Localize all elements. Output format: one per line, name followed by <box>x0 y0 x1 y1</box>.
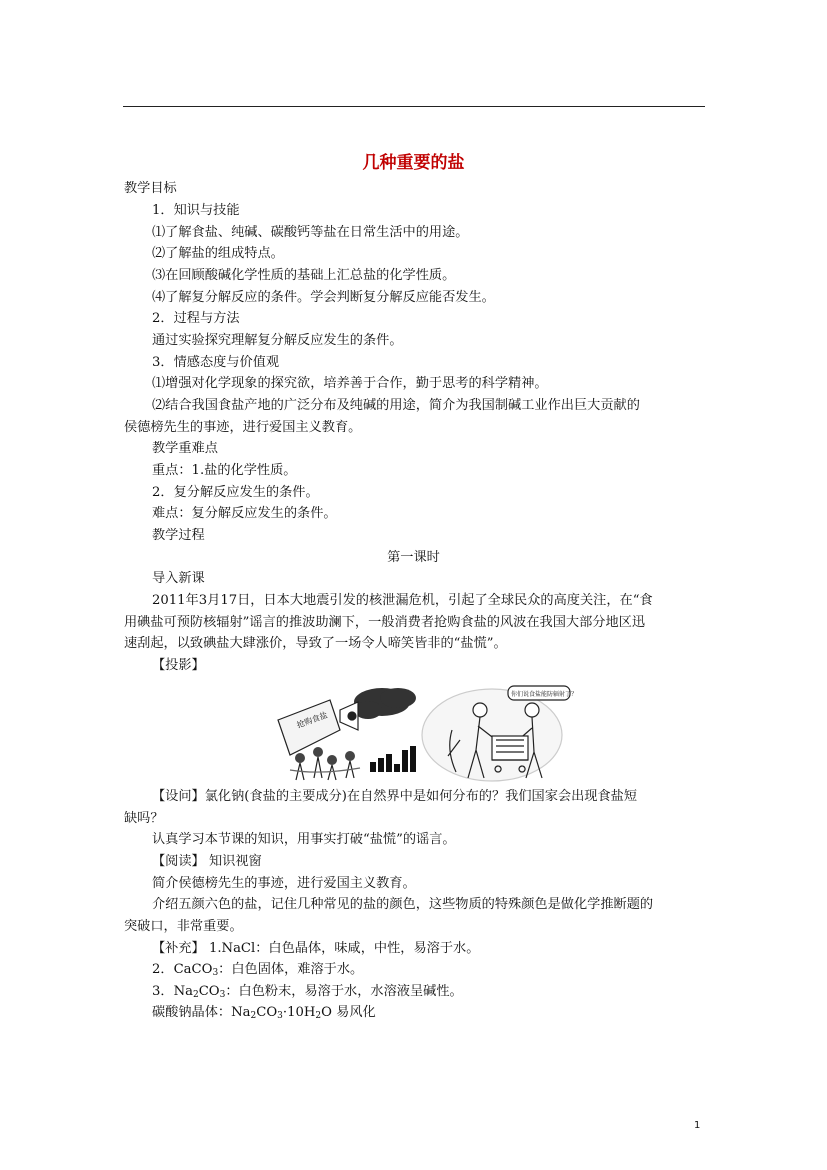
attitude-item: ⑵结合我国食盐产地的广泛分布及纯碱的用途，简介为我国制碱工业作出巨大贡献的 <box>152 398 640 413</box>
reading-line-cont: 突破口，非常重要。 <box>124 919 243 934</box>
attitude-item: ⑴增强对化学现象的探究欲，培养善于合作，勤于思考的科学精神。 <box>152 376 548 391</box>
knowledge-item: ⑷了解复分解反应的条件。学会判断复分解反应能否发生。 <box>152 290 495 305</box>
bar-graphic <box>370 746 416 772</box>
question-answer: 认真学习本节课的知识，用事实打破“盐慌”的谣言。 <box>152 832 456 847</box>
knowledge-item: ⑵了解盐的组成特点。 <box>152 246 284 261</box>
lesson-heading: 第一课时 <box>387 550 440 565</box>
key-point: 2．复分解反应发生的条件。 <box>152 485 319 500</box>
teaching-process-heading: 教学过程 <box>152 528 205 543</box>
smoke-cloud <box>354 688 416 719</box>
supplement-line: 【补充】 1.NaCl：白色晶体，味咸，中性，易溶于水。 <box>152 941 480 956</box>
reading-line: 简介侯德榜先生的事迹，进行爱国主义教育。 <box>152 876 416 891</box>
megaphone <box>340 702 358 730</box>
key-points-heading: 教学重难点 <box>152 441 218 456</box>
projection-label: 【投影】 <box>152 658 205 673</box>
header-rule <box>123 106 705 107</box>
key-point: 重点：1.盐的化学性质。 <box>152 463 297 478</box>
reading-heading: 【阅读】 知识视窗 <box>152 854 262 869</box>
supplement-line: 3．$Na_2CO_3$：白色粉末，易溶于水，水溶液呈碱性。 <box>152 984 463 1000</box>
attitude-item-cont: 侯德榜先生的事迹，进行爱国主义教育。 <box>124 420 362 435</box>
process-method-item: 通过实验探究理解复分解反应发生的条件。 <box>152 333 403 348</box>
page-number: 1 <box>694 1120 701 1131</box>
intro-paragraph: 用碘盐可预防核辐射”谣言的推波助澜下，一般消费者抢购食盐的风波在我国大部分地区迅 <box>124 615 646 630</box>
shoppers-with-cart <box>422 686 570 781</box>
cartoon-illustration <box>270 680 580 785</box>
knowledge-heading: 1．知识与技能 <box>152 203 240 218</box>
speech-bubble-text: 你们说食盐能防辐射了？ <box>511 691 578 698</box>
reading-line: 介绍五颜六色的盐，记住几种常见的盐的颜色，这些物质的特殊颜色是做化学推断题的 <box>152 897 654 912</box>
intro-heading: 导入新课 <box>152 571 205 586</box>
intro-paragraph: 速刮起，以致碘盐大肆涨价，导致了一场令人啼笑皆非的“盐慌”。 <box>124 636 507 651</box>
attitude-heading: 3．情感态度与价值观 <box>152 355 280 370</box>
intro-paragraph: 2011年3月17日，日本大地震引发的核泄漏危机，引起了全球民众的高度关注，在“食 <box>152 593 653 608</box>
knowledge-item: ⑴了解食盐、纯碱、碳酸钙等盐在日常生活中的用途。 <box>152 225 469 240</box>
difficulty: 难点：复分解反应发生的条件。 <box>152 506 337 521</box>
process-method-heading: 2．过程与方法 <box>152 311 240 326</box>
sign-text: 抢购食盐 <box>295 710 329 730</box>
question-line-cont: 缺吗？ <box>124 811 164 826</box>
supplement-line: 2．CaCO$_3$：白色固体，难溶于水。 <box>152 962 364 978</box>
objectives-heading: 教学目标 <box>124 181 177 196</box>
question-line: 【设问】氯化钠(食盐的主要成分)在自然界中是如何分布的？我们国家会出现食盐短 <box>152 789 638 804</box>
page-title: 几种重要的盐 <box>362 153 465 173</box>
cartoon-figure <box>270 680 580 785</box>
supplement-line: 碳酸钠晶体：$Na_2CO_3\cdot 10H_2O$ 易风化 <box>152 1005 376 1021</box>
knowledge-item: ⑶在回顾酸碱化学性质的基础上汇总盐的化学性质。 <box>152 268 456 283</box>
